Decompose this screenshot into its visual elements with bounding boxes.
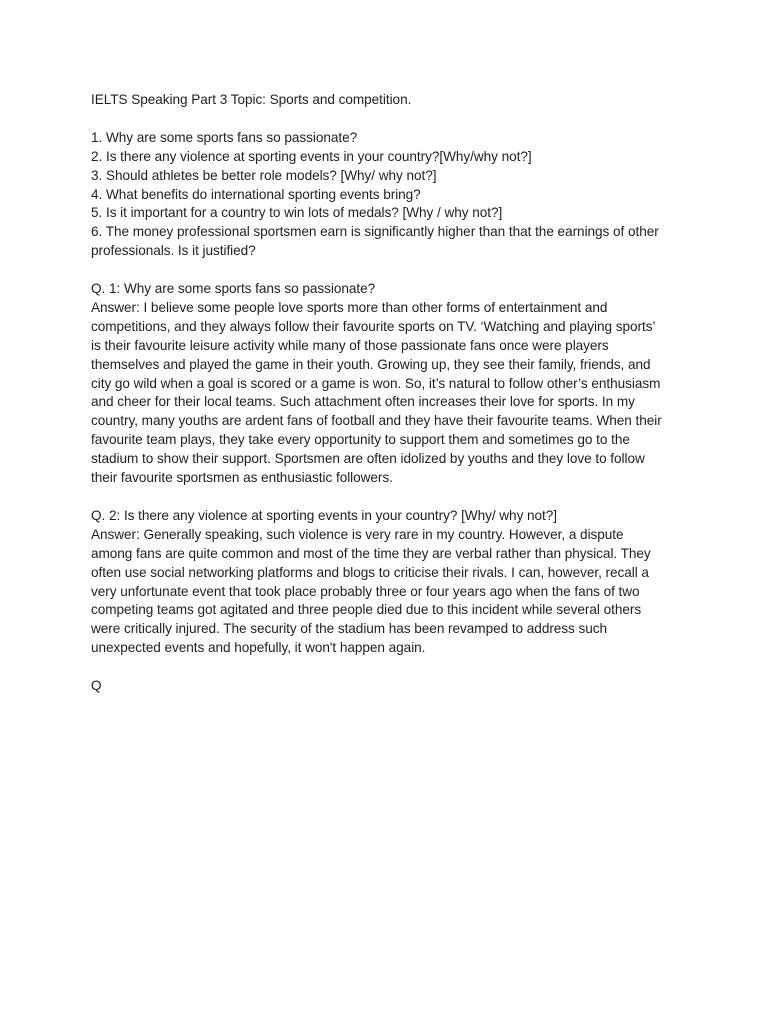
answer-line: often use social networking platforms and blogs to criticise their rivals. I can, however, recall a bbox=[91, 564, 649, 580]
question-item: 2. Is there any violence at sporting events in your country?[Why/why not?] bbox=[91, 148, 532, 164]
question-item: professionals. Is it justified? bbox=[91, 243, 256, 259]
answer-line: competitions, and they always follow their favourite sports on TV. ‘Watching and playing sports’ bbox=[91, 318, 656, 334]
answer-line: is their favourite leisure activity while many of those passionate fans once were players bbox=[91, 337, 609, 353]
answer-line: Answer: I believe some people love sports more than other forms of entertainment and bbox=[91, 299, 608, 315]
spacer bbox=[91, 261, 683, 280]
question-item: 3. Should athletes be better role models? [Why/ why not?] bbox=[91, 167, 437, 183]
question-heading: Q. 1: Why are some sports fans so passionate? bbox=[91, 281, 376, 297]
answer-section-q2 bbox=[91, 507, 683, 658]
answer-line: among fans are quite common and most of the time they are verbal rather than physical. They bbox=[91, 545, 651, 561]
question-list bbox=[91, 129, 683, 261]
answer-line: their favourite sportsmen as enthusiastic followers. bbox=[91, 470, 393, 486]
question-item: 6. The money professional sportsmen earn is significantly higher than that the earnings of other bbox=[91, 224, 659, 240]
answer-line: competing teams got agitated and three people died due to this incident while several others bbox=[91, 602, 642, 618]
answer-section-q1 bbox=[91, 280, 683, 488]
answer-line: favourite team plays, they take every opportunity to support them and sometimes go to the bbox=[91, 432, 630, 448]
answer-line: stadium to show their support. Sportsmen are often idolized by youths and they love to follow bbox=[91, 451, 645, 467]
answer-line: unexpected events and hopefully, it won't happen again. bbox=[91, 640, 426, 656]
question-item: 5. Is it important for a country to win lots of medals? [Why / why not?] bbox=[91, 205, 503, 221]
trailing-text: Q bbox=[91, 678, 102, 694]
spacer bbox=[91, 110, 683, 129]
question-item: 4. What benefits do international sporting events bring? bbox=[91, 186, 421, 202]
question-heading: Q. 2: Is there any violence at sporting events in your country? [Why/ why not?] bbox=[91, 507, 558, 523]
document-title: IELTS Speaking Part 3 Topic: Sports and competition. bbox=[91, 92, 412, 107]
answer-line: very unfortunate event that took place probably three or four years ago when the fans of two bbox=[91, 583, 640, 599]
question-item: 1. Why are some sports fans so passionate? bbox=[91, 129, 358, 145]
answer-line: themselves and played the game in their youth. Growing up, they see their family, friends, and bbox=[91, 356, 651, 372]
answer-line: country, many youths are ardent fans of football and they have their favourite teams. When their bbox=[91, 413, 662, 429]
answer-line: Answer: Generally speaking, such violence is very rare in my country. However, a dispute bbox=[91, 526, 624, 542]
spacer bbox=[91, 658, 683, 677]
answer-line: were critically injured. The security of the stadium has been revamped to address such bbox=[91, 621, 608, 637]
spacer bbox=[91, 488, 683, 507]
document-body bbox=[91, 91, 683, 696]
answer-line: city go wild when a goal is scored or a game is won. So, it’s natural to follow other’s enthusiasm bbox=[91, 375, 661, 391]
answer-line: and cheer for their local teams. Such attachment often increases their love for sports. In my bbox=[91, 394, 635, 410]
